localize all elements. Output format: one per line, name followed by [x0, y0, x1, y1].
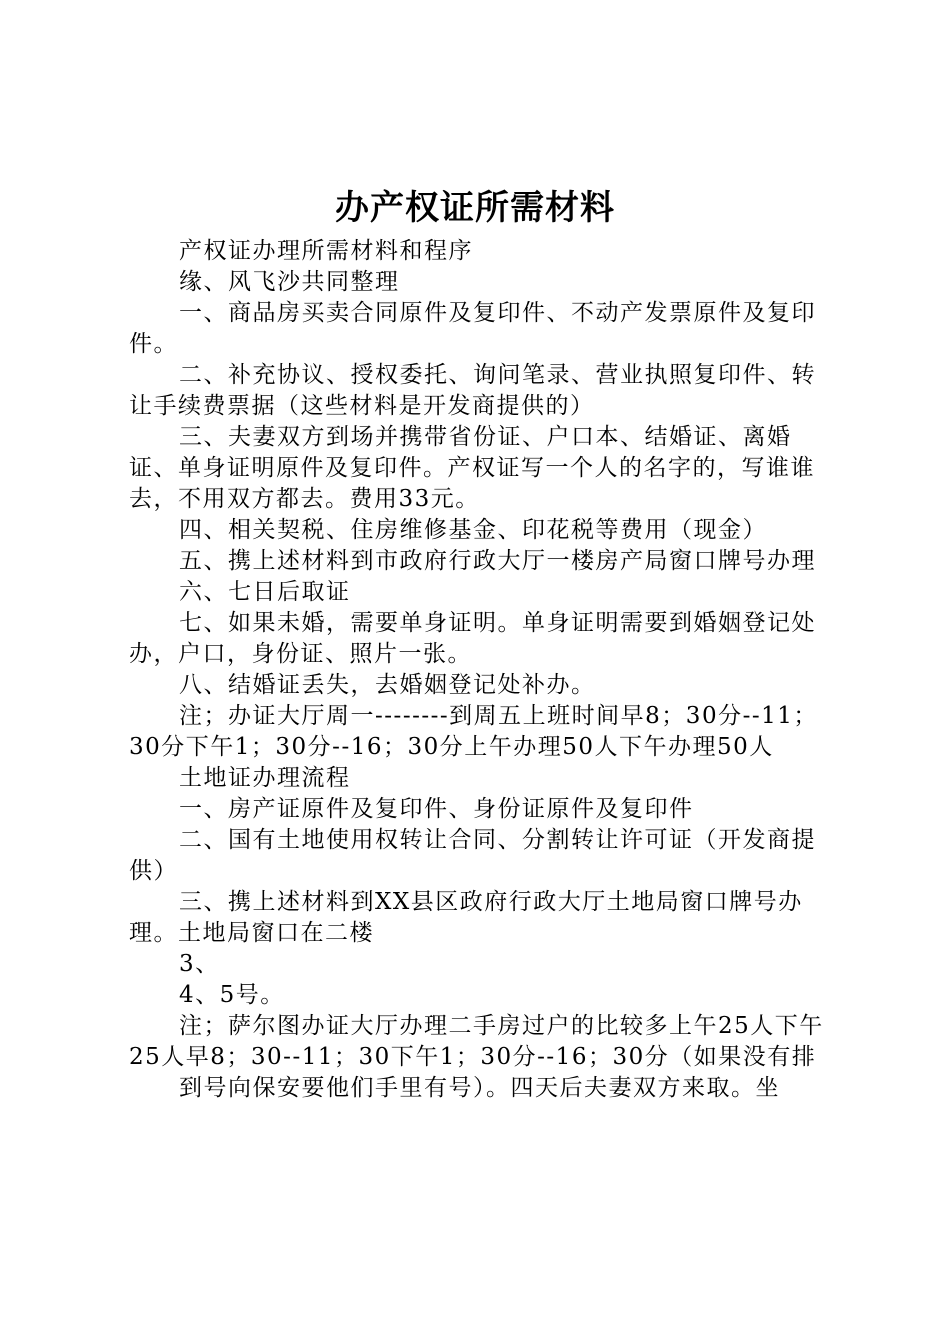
list-item: 四、相关契税、住房维修基金、印花税等费用（现金） — [179, 517, 767, 543]
list-item: 一、房产证原件及复印件、身份证原件及复印件 — [179, 796, 694, 822]
list-item: 六、七日后取证 — [179, 579, 351, 605]
list-item: 三、携上述材料到XX县区政府行政大厅土地局窗口牌号办理。土地局窗口在二楼 — [129, 889, 803, 946]
list-item: 4、5号。 — [179, 982, 285, 1008]
body-paragraph: 到号向保安要他们手里有号）。四天后夫妻双方来取。坐 — [179, 1075, 780, 1101]
author-line: 缘、风飞沙共同整理 — [179, 269, 400, 295]
note-paragraph: 注；萨尔图办证大厅办理二手房过户的比较多上午25人下午25人早8；30--11；30下午1；30分--16；30分（如果没有排 — [129, 1013, 824, 1070]
list-item: 三、夫妻双方到场并携带省份证、户口本、结婚证、离婚证、单身证明原件及复印件。产权证写一个人的名字的，写谁谁去，不用双方都去。费用33元。 — [129, 424, 815, 512]
section-heading: 产权证办理所需材料和程序 — [179, 238, 473, 264]
list-item: 五、携上述材料到市政府行政大厅一楼房产局窗口牌号办理 — [179, 548, 816, 574]
list-item: 一、商品房买卖合同原件及复印件、不动产发票原件及复印件。 — [129, 300, 816, 357]
section-heading: 土地证办理流程 — [179, 765, 351, 791]
list-item: 二、补充协议、授权委托、询问笔录、营业执照复印件、转让手续费票据（这些材料是开发商提供的） — [129, 362, 816, 419]
list-item: 二、国有土地使用权转让合同、分割转让许可证（开发商提供） — [129, 827, 816, 884]
document-body — [129, 236, 833, 1104]
list-item: 七、如果未婚，需要单身证明。单身证明需要到婚姻登记处办，户口，身份证、照片一张。 — [129, 610, 816, 667]
note-paragraph: 注；办证大厅周一--------到周五上班时间早8；30分--11；30分下午1；30分--16；30分上午办理50人下午办理50人 — [129, 703, 818, 760]
list-item: 3、 — [179, 951, 220, 977]
list-item: 八、结婚证丢失，去婚姻登记处补办。 — [179, 672, 596, 698]
document-title: 办产权证所需材料 — [335, 188, 615, 228]
